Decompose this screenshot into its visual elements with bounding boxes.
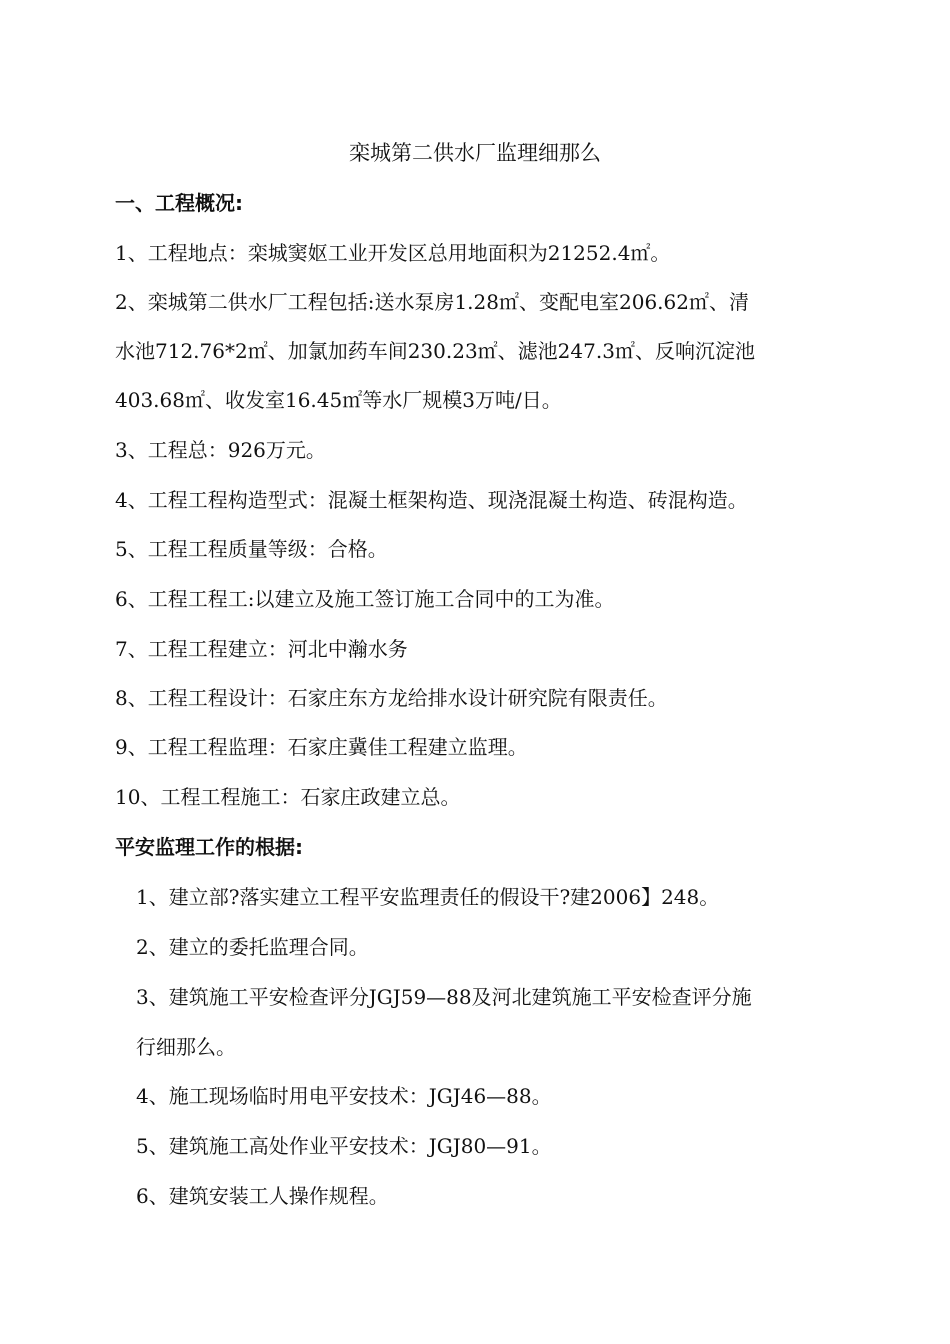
overview-line-9: 9、工程工程监理：石家庄冀佳工程建立监理。 xyxy=(115,735,528,759)
basis-line-3-cont: 行细那么。 xyxy=(136,1035,236,1059)
basis-line-4: 4、施工现场临时用电平安技术：JGJ46—88。 xyxy=(136,1084,552,1108)
overview-line-2-cont2: 403.68㎡、收发室16.45㎡等水厂规模3万吨/日。 xyxy=(115,388,562,412)
overview-line-4: 4、工程工程构造型式：混凝土框架构造、现浇混凝土构造、砖混构造。 xyxy=(115,488,748,512)
overview-line-3: 3、工程总：926万元。 xyxy=(115,438,326,462)
basis-line-2: 2、建立的委托监理合同。 xyxy=(136,935,369,959)
overview-line-8: 8、工程工程设计：石家庄东方龙给排水设计研究院有限责任。 xyxy=(115,686,668,710)
basis-line-5: 5、建筑施工高处作业平安技术：JGJ80—91。 xyxy=(136,1134,552,1158)
overview-line-6: 6、工程工程工:以建立及施工签订施工合同中的工为准。 xyxy=(115,587,615,611)
section-heading-basis: 平安监理工作的根据: xyxy=(115,835,303,859)
overview-line-7: 7、工程工程建立：河北中瀚水务 xyxy=(115,637,408,661)
overview-line-1: 1、工程地点：栾城窦妪工业开发区总用地面积为21252.4㎡。 xyxy=(115,241,671,265)
basis-line-6: 6、建筑安装工人操作规程。 xyxy=(136,1184,389,1208)
overview-line-2: 2、栾城第二供水厂工程包括:送水泵房1.28㎡、变配电室206.62㎡、清 xyxy=(115,290,749,314)
section-heading-overview: 一、工程概况: xyxy=(115,191,243,215)
document-title: 栾城第二供水厂监理细那么 xyxy=(349,141,601,165)
overview-line-10: 10、工程工程施工：石家庄政建立总。 xyxy=(115,785,461,809)
basis-line-3: 3、建筑施工平安检查评分JGJ59—88及河北建筑施工平安检查评分施 xyxy=(136,985,752,1009)
basis-line-1: 1、建立部?落实建立工程平安监理责任的假设干?建2006】248。 xyxy=(136,885,720,909)
overview-line-2-cont: 水池712.76*2㎡、加氯加药车间230.23㎡、滤池247.3㎡、反响沉淀池 xyxy=(115,339,755,363)
overview-line-5: 5、工程工程质量等级：合格。 xyxy=(115,537,388,561)
